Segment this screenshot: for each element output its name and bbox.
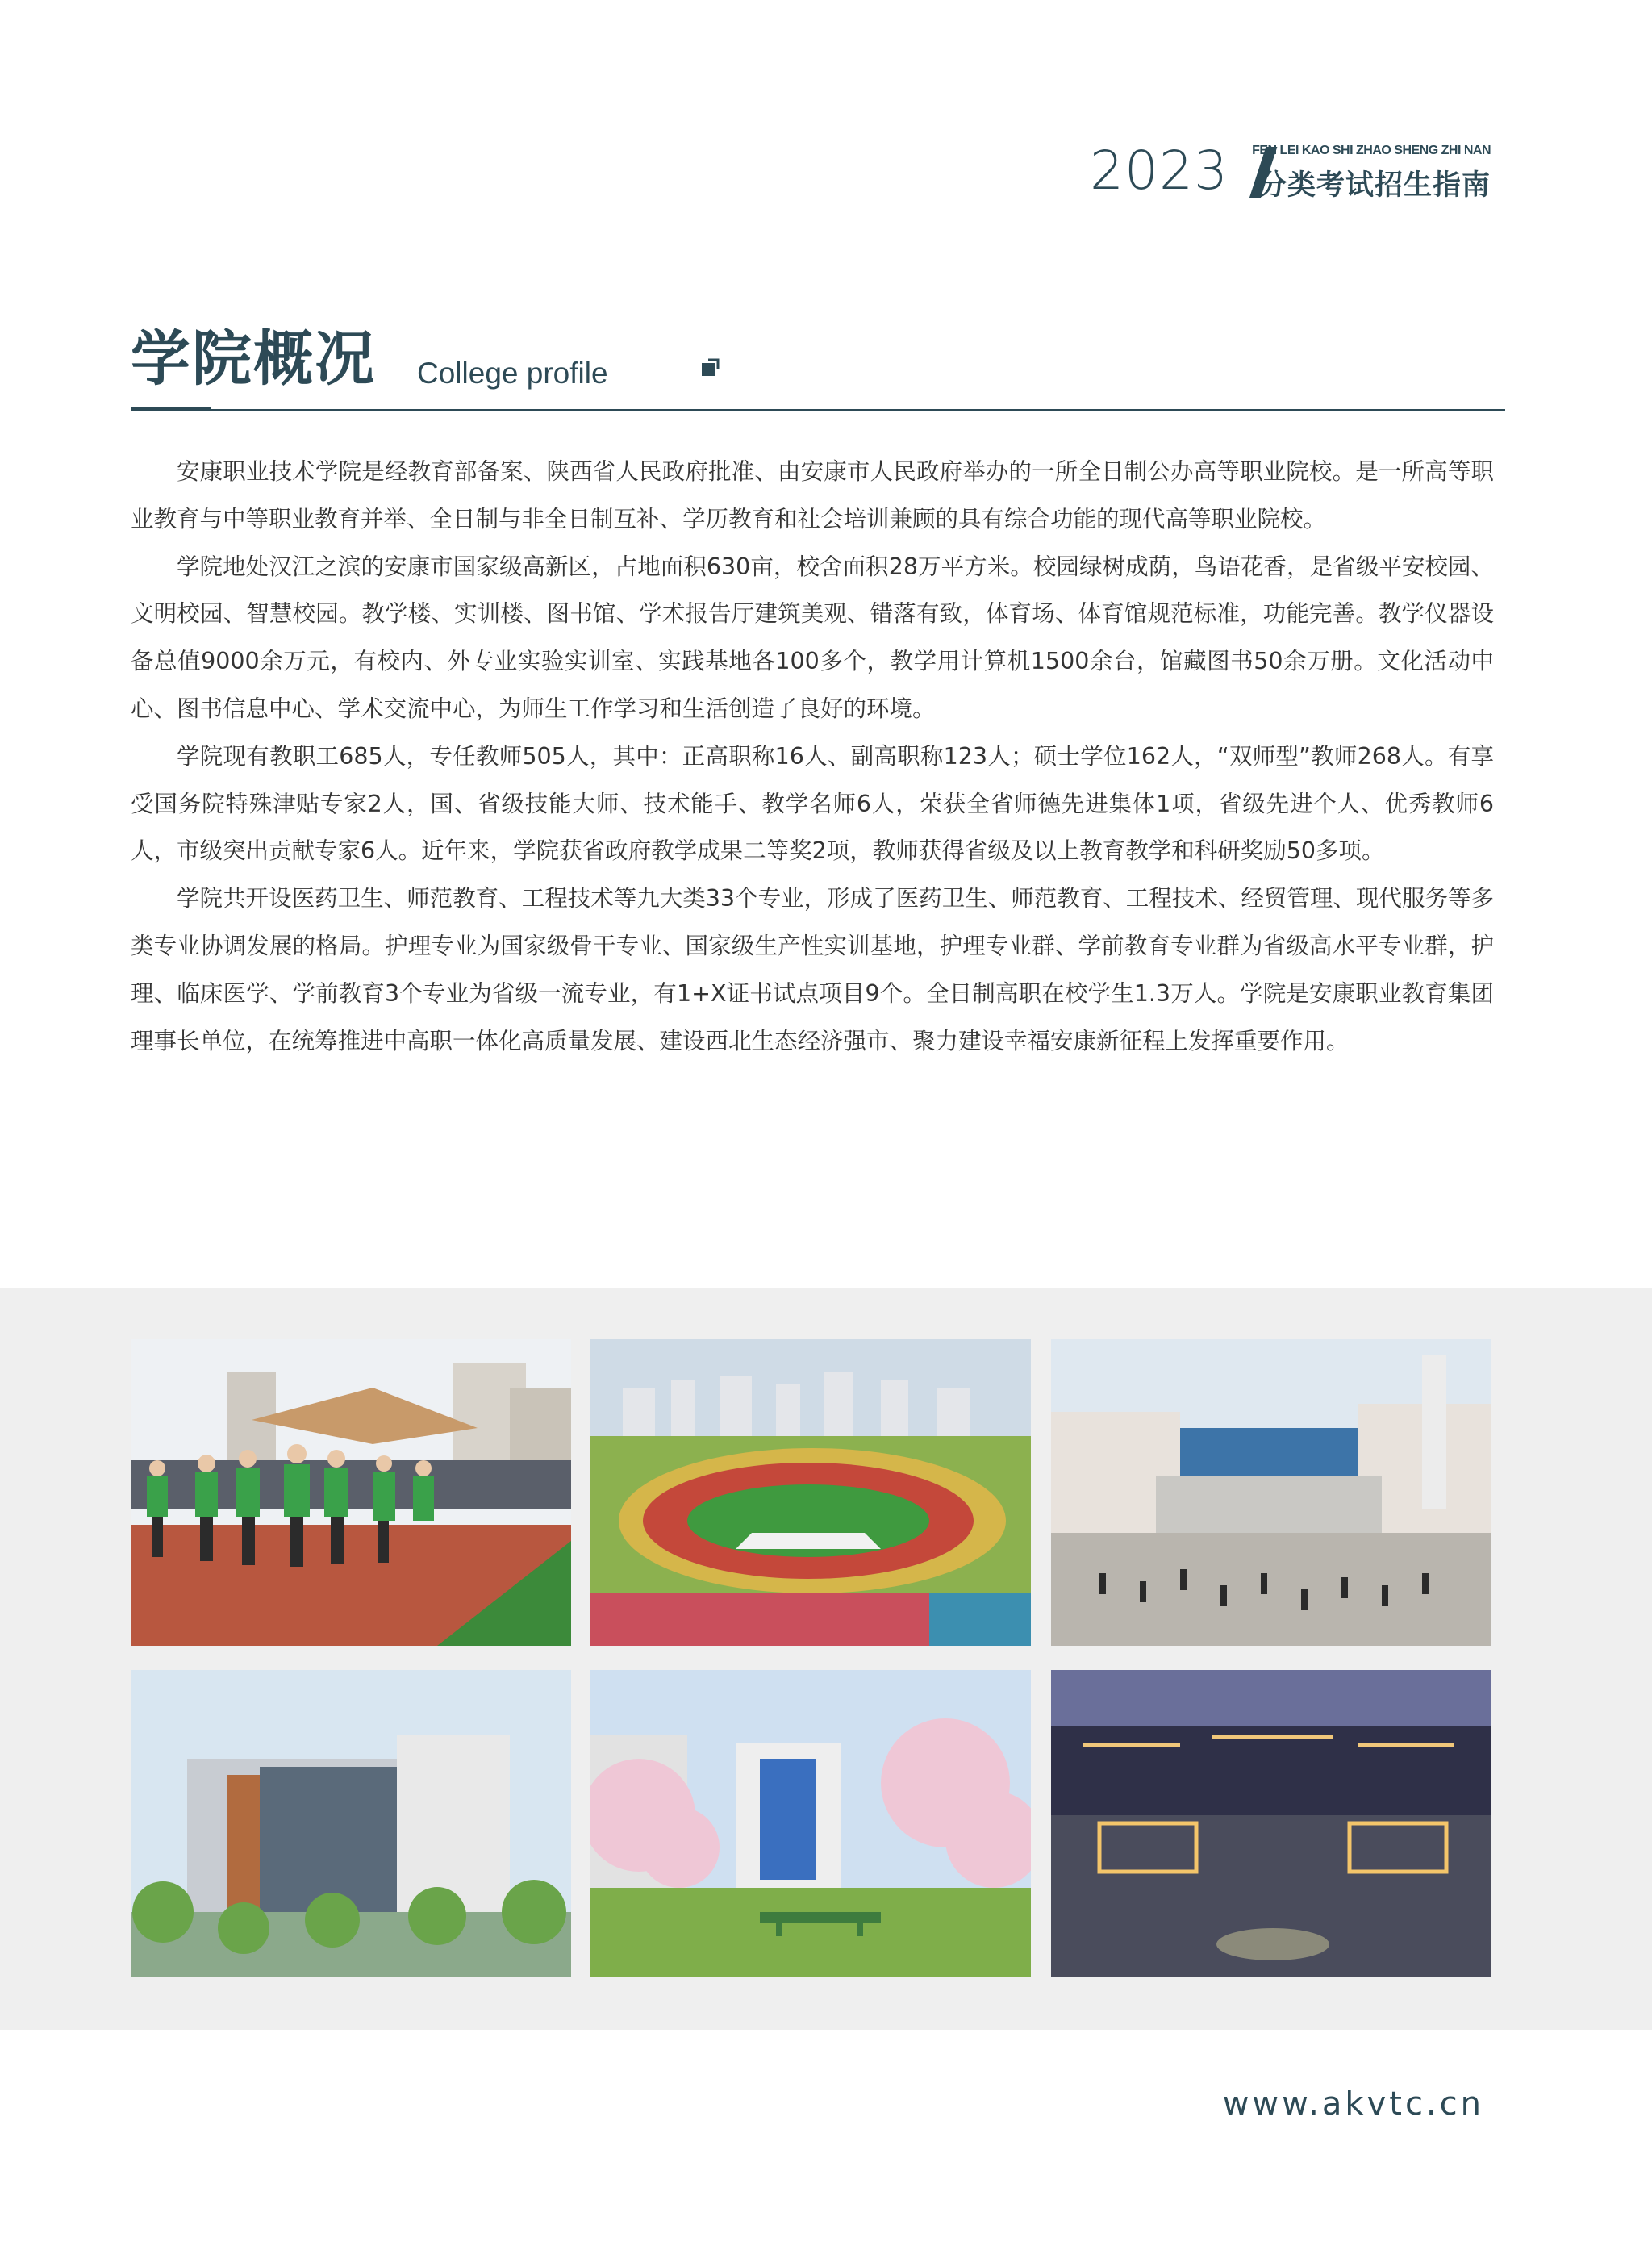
section-divider-accent xyxy=(131,407,211,411)
section-subtitle: College profile xyxy=(417,357,608,390)
paragraph: 学院共开设医药卫生、师范教育、工程技术等九大类33个专业，形成了医药卫生、师范教育、工程技术、经贸管理、现代服务等多类专业协调发展的格局。护理专业为国家级骨干专业、国家级生产性实训基地，护理专业群、学前教育专业群为省级高水平专业群，护理、临床医学、学前教育3个专业为省级一流专业，有1+X证书试点项目9个。全日制高职在校学生1.3万人。学院是安康职业教育集团理事长单位，在统筹推进中高职一体化高质量发展、建设西北生态经济强市、聚力建设幸福安康新征程上发挥重要作用。 xyxy=(131,885,1494,1054)
stadium-aerial-photo xyxy=(590,1339,1031,1646)
photo-gallery xyxy=(0,1288,1652,2030)
teaching-building-photo xyxy=(131,1670,571,1977)
section-heading xyxy=(131,323,1505,413)
paragraph: 学院现有教职工685人，专任教师505人，其中：正高职称16人、副高职称123人；硕士学位162人，“双师型”教师268人。有享受国务院特殊津贴专家2人，国、省级技能大师、技术能手、教学名师6人，荣获全省师德先进集体1项，省级先进个人、优秀教师6人，市级突出贡献专家6人。近年来，学院获省政府教学成果二等奖2项，教师获得省级及以上教育教学和科研奖励50多项。 xyxy=(131,742,1494,865)
blossom-campus-photo xyxy=(590,1670,1031,1977)
section-title: 学院概况 xyxy=(131,324,376,394)
section-divider xyxy=(131,409,1505,411)
footer-url: www.akvtc.cn xyxy=(1222,2085,1484,2123)
sports-race-photo xyxy=(131,1339,571,1646)
paragraph: 学院地处汉江之滨的安康市国家级高新区，占地面积630亩，校舍面积28万平方米。校园绿树成荫，鸟语花香，是省级平安校园、文明校园、智慧校园。教学楼、实训楼、图书馆、学术报告厅建筑美观、错落有致，体育场、体育馆规范标准，功能完善。教学仪器设备总值9000余万元，有校内、外专业实验实训室、实践基地各100多个，教学用计算机1500余台，馆藏图书50余万册。文化活动中心、图书信息中心、学术交流中心，为师生工作学习和生活创造了良好的环境。 xyxy=(131,553,1494,722)
corner-square-icon xyxy=(702,358,720,376)
profile-text xyxy=(131,449,1494,1065)
plaza-performance-photo xyxy=(1051,1339,1491,1646)
header-year: 2023 xyxy=(1090,140,1229,202)
header-title: 分类考试招生指南 xyxy=(1258,169,1491,202)
paragraph: 安康职业技术学院是经教育部备案、陕西省人民政府批准、由安康市人民政府举办的一所全日制公办高等职业院校。是一所高等职业教育与中等职业教育并举、全日制与非全日制互补、学历教育和社会培训兼顾的具有综合功能的现代高等职业院校。 xyxy=(131,458,1494,532)
campus-night-photo xyxy=(1051,1670,1491,1977)
header-brand xyxy=(1090,139,1491,203)
header-pinyin: FEN LEI KAO SHI ZHAO SHENG ZHI NAN xyxy=(1252,144,1491,157)
